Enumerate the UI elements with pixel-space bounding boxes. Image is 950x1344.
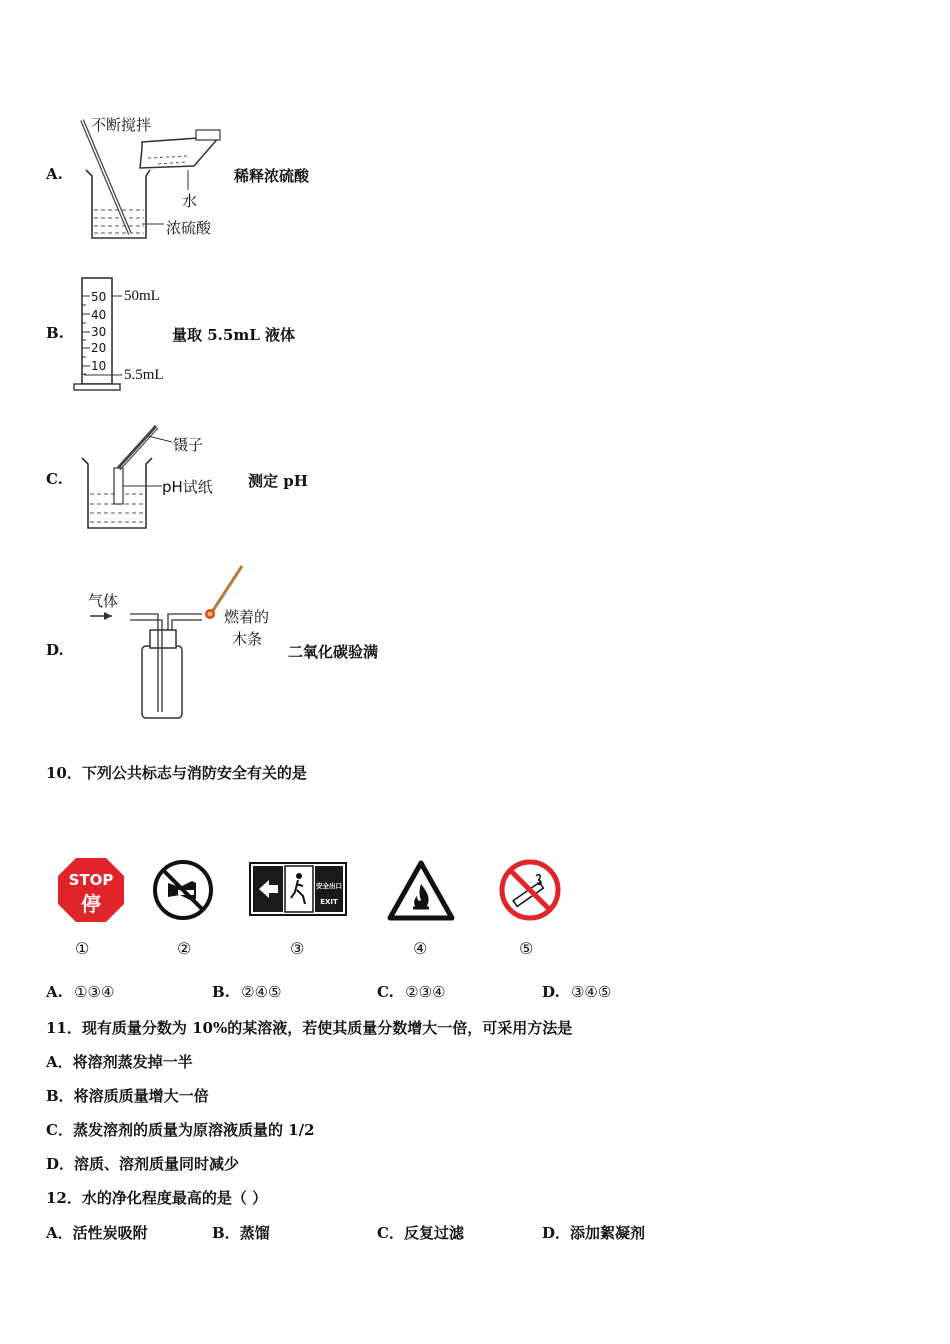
q10-answer-c-letter: C. (377, 983, 394, 1001)
option-d-letter: D. (46, 641, 64, 659)
sign-3-number: ③ (290, 939, 305, 958)
gas-bottle-diagram (86, 562, 256, 724)
q12-option-d-text: 添加絮凝剂 (570, 1224, 646, 1242)
q10-answer-b-text: ②④⑤ (241, 983, 282, 1001)
option-a-caption: 稀释浓硫酸 (234, 167, 310, 185)
water-label: 水 (182, 192, 198, 210)
q12-option-a-letter: A． (46, 1224, 73, 1242)
stop-sign-text: STOP (68, 871, 114, 889)
sign-4-number: ④ (413, 939, 428, 958)
q10-answer-d (542, 983, 611, 1001)
q10-answer-c-text: ②③④ (405, 983, 446, 1001)
option-b-letter: B. (46, 324, 64, 342)
option-a-letter: A. (46, 165, 63, 183)
q12-option-d (542, 1222, 645, 1243)
stop-sign-icon (56, 856, 126, 924)
cylinder-top-label: 50mL (124, 288, 160, 304)
sign-5-number: ⑤ (519, 939, 534, 958)
q11-option-a: A．将溶剂蒸发掉一半 (46, 1053, 193, 1071)
acid-label: 浓硫酸 (166, 219, 212, 237)
option-c-caption: 测定 pH (248, 472, 308, 490)
flammable-sign-icon (387, 860, 455, 922)
no-horn-sign-icon (152, 859, 214, 921)
stop-sign-char: 停 (81, 892, 101, 916)
cylinder-bottom-label: 5.5mL (124, 367, 164, 383)
ph-paper-label: pH试纸 (162, 478, 213, 496)
q12-option-b (212, 1222, 270, 1243)
q10-answer-b (212, 983, 281, 1001)
q12-option-c-text: 反复过滤 (403, 1224, 464, 1242)
stir-label: 不断搅拌 (91, 116, 152, 134)
exit-sign-en: EXIT (320, 898, 338, 906)
exit-sign-icon (249, 862, 347, 916)
q10-answer-a-letter: A. (46, 983, 63, 1001)
q12-option-c-letter: C． (377, 1224, 404, 1242)
exit-sign-cn: 安全出口 (316, 882, 342, 890)
q10-answer-d-text: ③④⑤ (570, 983, 612, 1001)
tick-50: 50 (91, 290, 107, 304)
tweezers-label: 镊子 (173, 436, 204, 454)
q11-option-d: D．溶质、溶剂质量同时减少 (46, 1155, 240, 1173)
q12-option-a-text: 活性炭吸附 (72, 1224, 148, 1242)
q11-question: 11．现有质量分数为 10%的某溶液，若使其质量分数增大一倍，可采用方法是 (46, 1019, 573, 1037)
tick-30: 30 (91, 325, 107, 339)
q12-option-b-letter: B． (212, 1224, 240, 1242)
q10-answer-a-text: ①③④ (74, 983, 115, 1001)
tick-40: 40 (91, 308, 107, 322)
q10-answer-d-letter: D. (542, 983, 560, 1001)
option-b-caption: 量取 5.5mL 液体 (172, 326, 295, 344)
option-c-letter: C. (46, 470, 63, 488)
tick-10: 10 (91, 359, 107, 373)
q10-answer-b-letter: B. (212, 983, 230, 1001)
q12-option-a (46, 1222, 148, 1243)
q12-option-d-letter: D． (542, 1224, 571, 1242)
q10-answer-c (377, 983, 445, 1001)
q12-option-c (377, 1222, 464, 1243)
q12-question: 12．水的净化程度最高的是（ ） (46, 1189, 268, 1207)
option-d-caption: 二氧化碳验满 (288, 643, 379, 661)
q10-answer-a (46, 983, 114, 1001)
q11-option-c: C．蒸发溶剂的质量为原溶液质量的 1/2 (46, 1121, 315, 1139)
q12-option-b-text: 蒸馏 (239, 1224, 270, 1242)
burning-stick-label-1: 燃着的 (224, 608, 270, 626)
q10-question: 10．下列公共标志与消防安全有关的是 (46, 764, 307, 782)
sign-1-number: ① (75, 939, 90, 958)
gas-label: 气体 (88, 592, 119, 610)
no-smoking-sign-icon (498, 858, 562, 922)
sign-2-number: ② (177, 939, 192, 958)
q11-option-b: B．将溶质质量增大一倍 (46, 1087, 209, 1105)
burning-stick-label-2: 木条 (232, 630, 263, 648)
tick-20: 20 (91, 341, 107, 355)
